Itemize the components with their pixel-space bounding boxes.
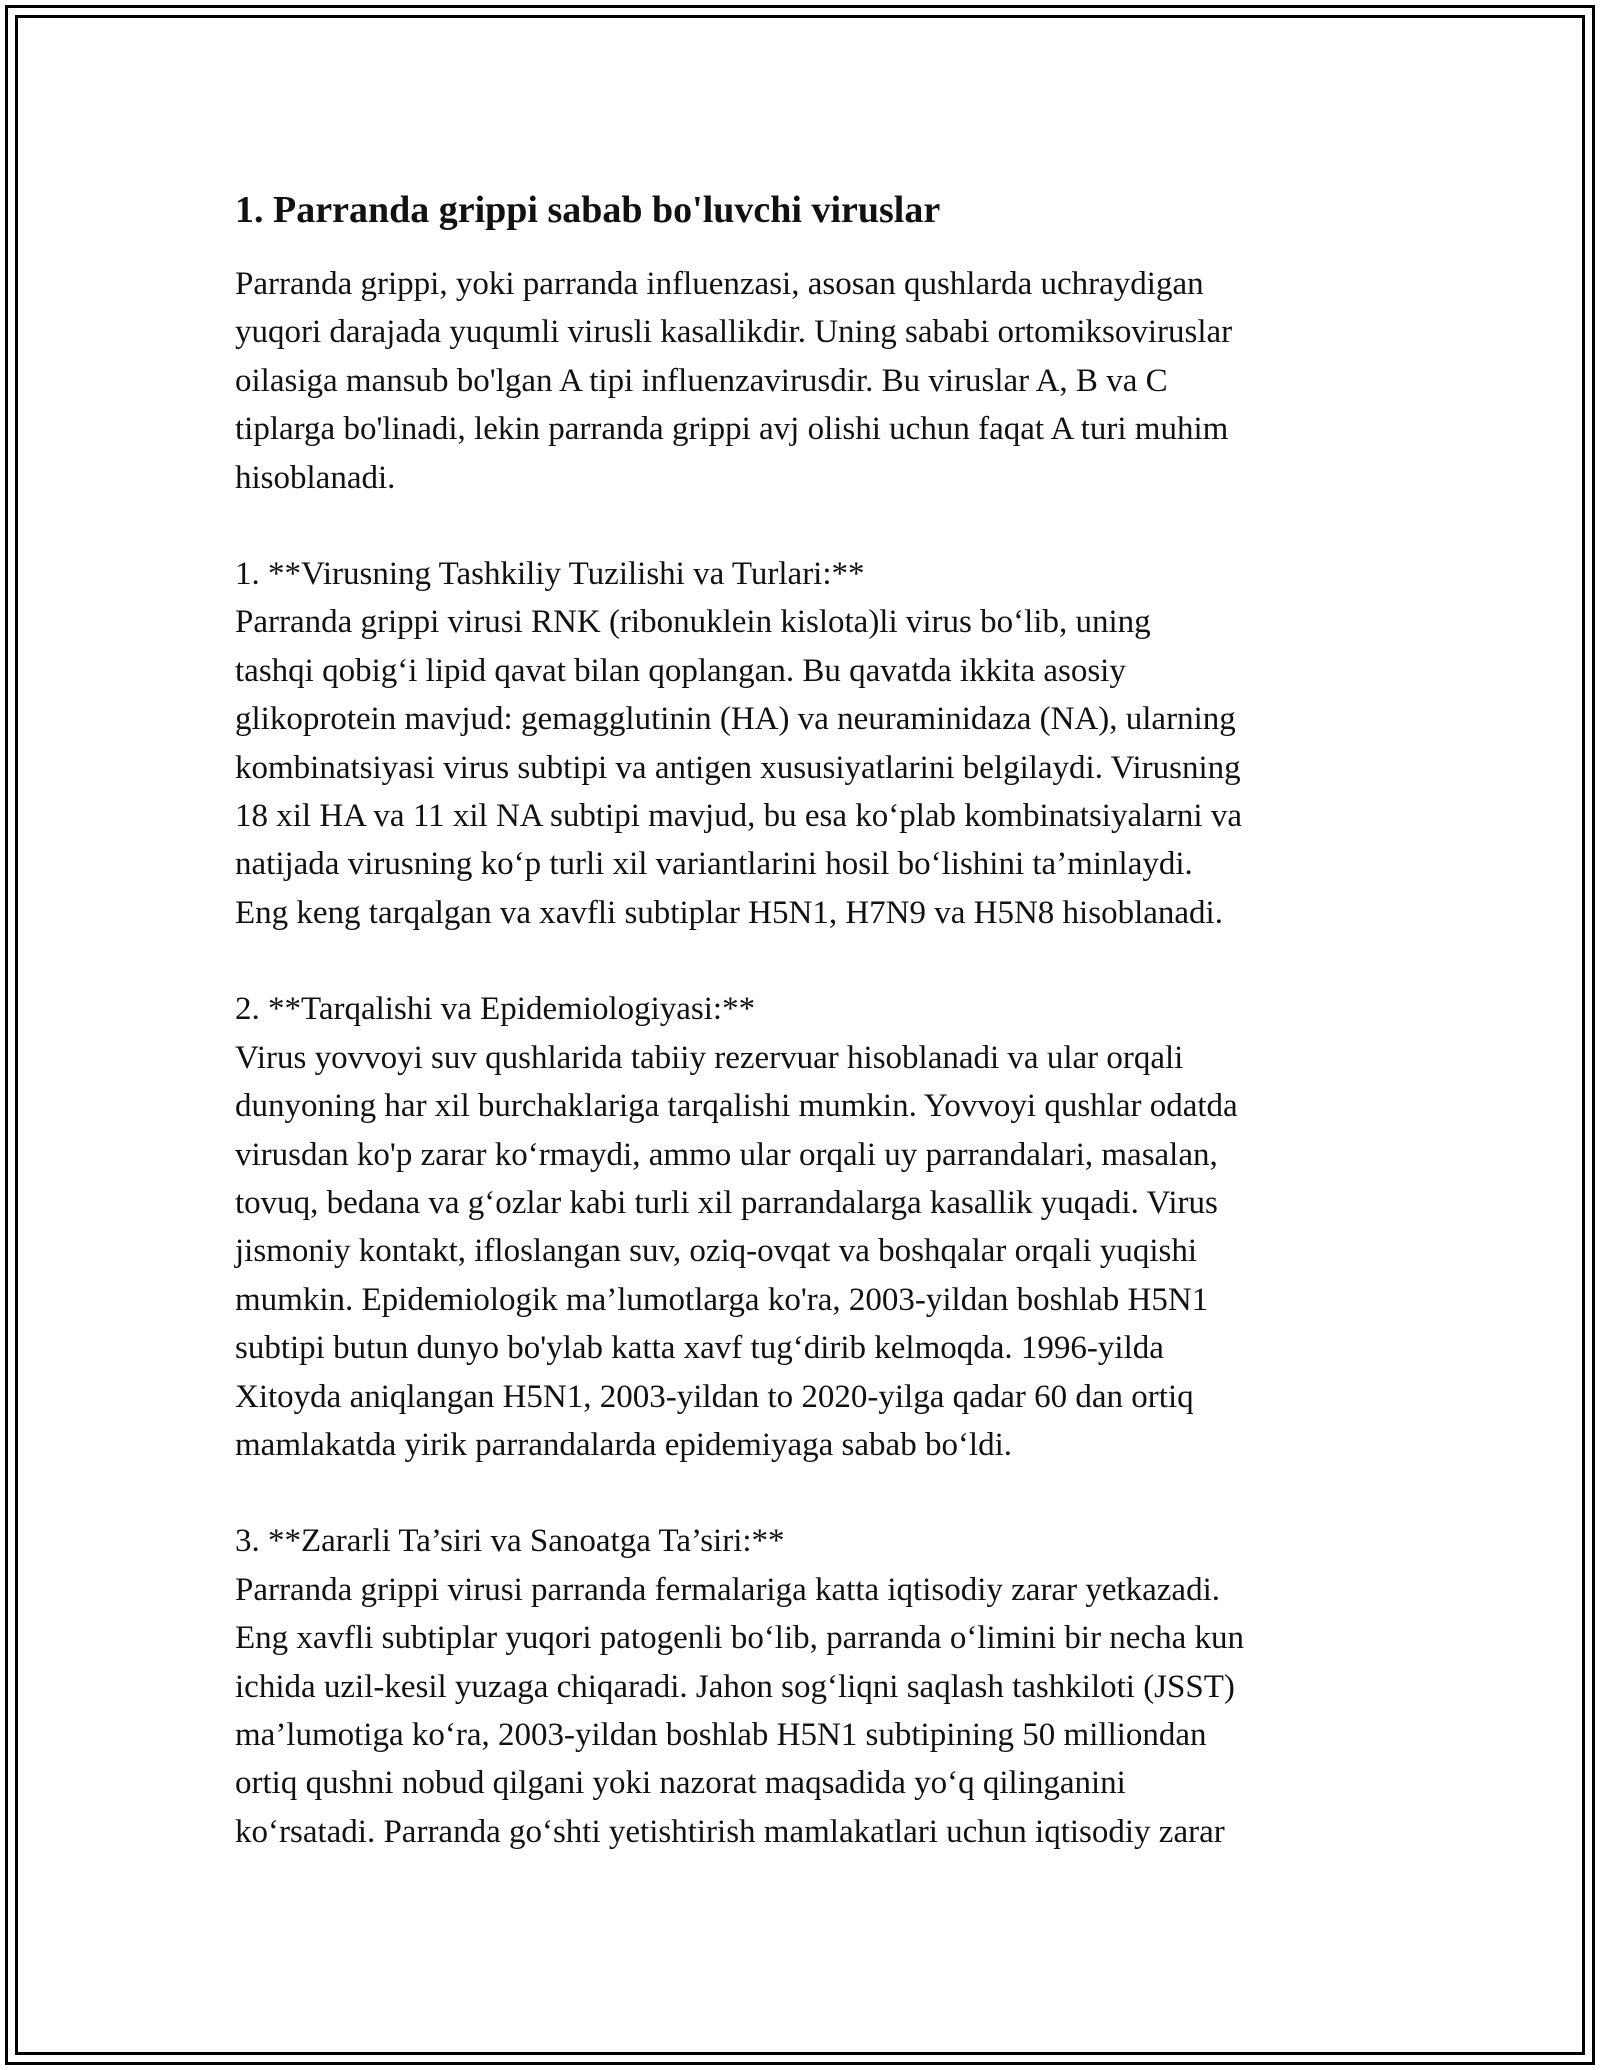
- section-body: Parranda grippi virusi parranda fermalariga katta iqtisodiy zarar yetkazadi. Eng xavfli subtiplar yuqori patogenli bo‘lib, parranda o‘limini bir necha kun ichida uzil-kesil yuzaga chiqaradi. Jahon sog‘liqni saqlash tashkiloti (JSST) ma’lumotiga ko‘ra, 2003-yildan boshlab H5N1 subtipining 50 milliondan ortiq qushni nobud qilgani yoki nazorat maqsadida yo‘q qilinganini ko‘rsatadi. Parranda go‘shti yetishtirish mamlakatlari uchun iqtisodiy zarar: [235, 1571, 1244, 1850]
- section-impact: [235, 1517, 1365, 1856]
- section-epidemiology: [235, 985, 1365, 1469]
- intro-paragraph: Parranda grippi, yoki parranda influenzasi, asosan qushlarda uchraydigan yuqori darajada yuqumli virusli kasallikdir. Uning sababi ortomiksoviruslar oilasiga mansub bo'lgan A tipi influenzavirusdir. Bu viruslar A, B va C tiplarga bo'linadi, lekin parranda grippi avj olishi uchun faqat A turi muhim hisoblanadi.: [235, 266, 1233, 496]
- section-structure: [235, 550, 1365, 937]
- section-body: Virus yovvoyi suv qushlarida tabiiy rezervuar hisoblanadi va ular orqali dunyoning har xil burchaklariga tarqalishi mumkin. Yovvoyi qushlar odatda virusdan ko'p zarar ko‘rmaydi, ammo ular orqali uy parrandalari, masalan, tovuq, bedana va g‘ozlar kabi turli xil parrandalarga kasallik yuqadi. Virus jismoniy kontakt, ifloslangan suv, oziq-ovqat va boshqalar orqali yuqishi mumkin. Epidemiologik ma’lumotlarga ko'ra, 2003-yildan boshlab H5N1 subtipi butun dunyo bo'ylab katta xavf tug‘dirib kelmoqda. 1996-yilda Xitoyda aniqlangan H5N1, 2003-yildan to 2020-yilga qadar 60 dan ortiq mamlakatda yirik parrandalarda epidemiyaga sabab bo‘ldi.: [235, 1039, 1238, 1463]
- section-heading: 2. **Tarqalishi va Epidemiologiyasi:**: [235, 991, 756, 1028]
- document-body: [235, 186, 1365, 1856]
- document-title: 1. Parranda grippi sabab bo'luvchi viruslar: [235, 189, 941, 231]
- section-heading: 3. **Zararli Ta’siri va Sanoatga Ta’siri:**: [235, 1523, 785, 1560]
- section-body: Parranda grippi virusi RNK (ribonuklein kislota)li virus bo‘lib, uning tashqi qobig‘i lipid qavat bilan qoplangan. Bu qavatda ikkita asosiy glikoprotein mavjud: gemagglutinin (HA) va neuraminidaza (NA), ularning kombinatsiyasi virus subtipi va antigen xususiyatlarini belgilaydi. Virusning 18 xil HA va 11 xil NA subtipi mavjud, bu esa ko‘plab kombinatsiyalarni va natijada virusning ko‘p turli xil variantlarini hosil bo‘lishini ta’minlaydi. Eng keng tarqalgan va xavfli subtiplar H5N1, H7N9 va H5N8 hisoblanadi.: [235, 604, 1242, 931]
- section-heading: 1. **Virusning Tashkiliy Tuzilishi va Turlari:**: [235, 556, 865, 593]
